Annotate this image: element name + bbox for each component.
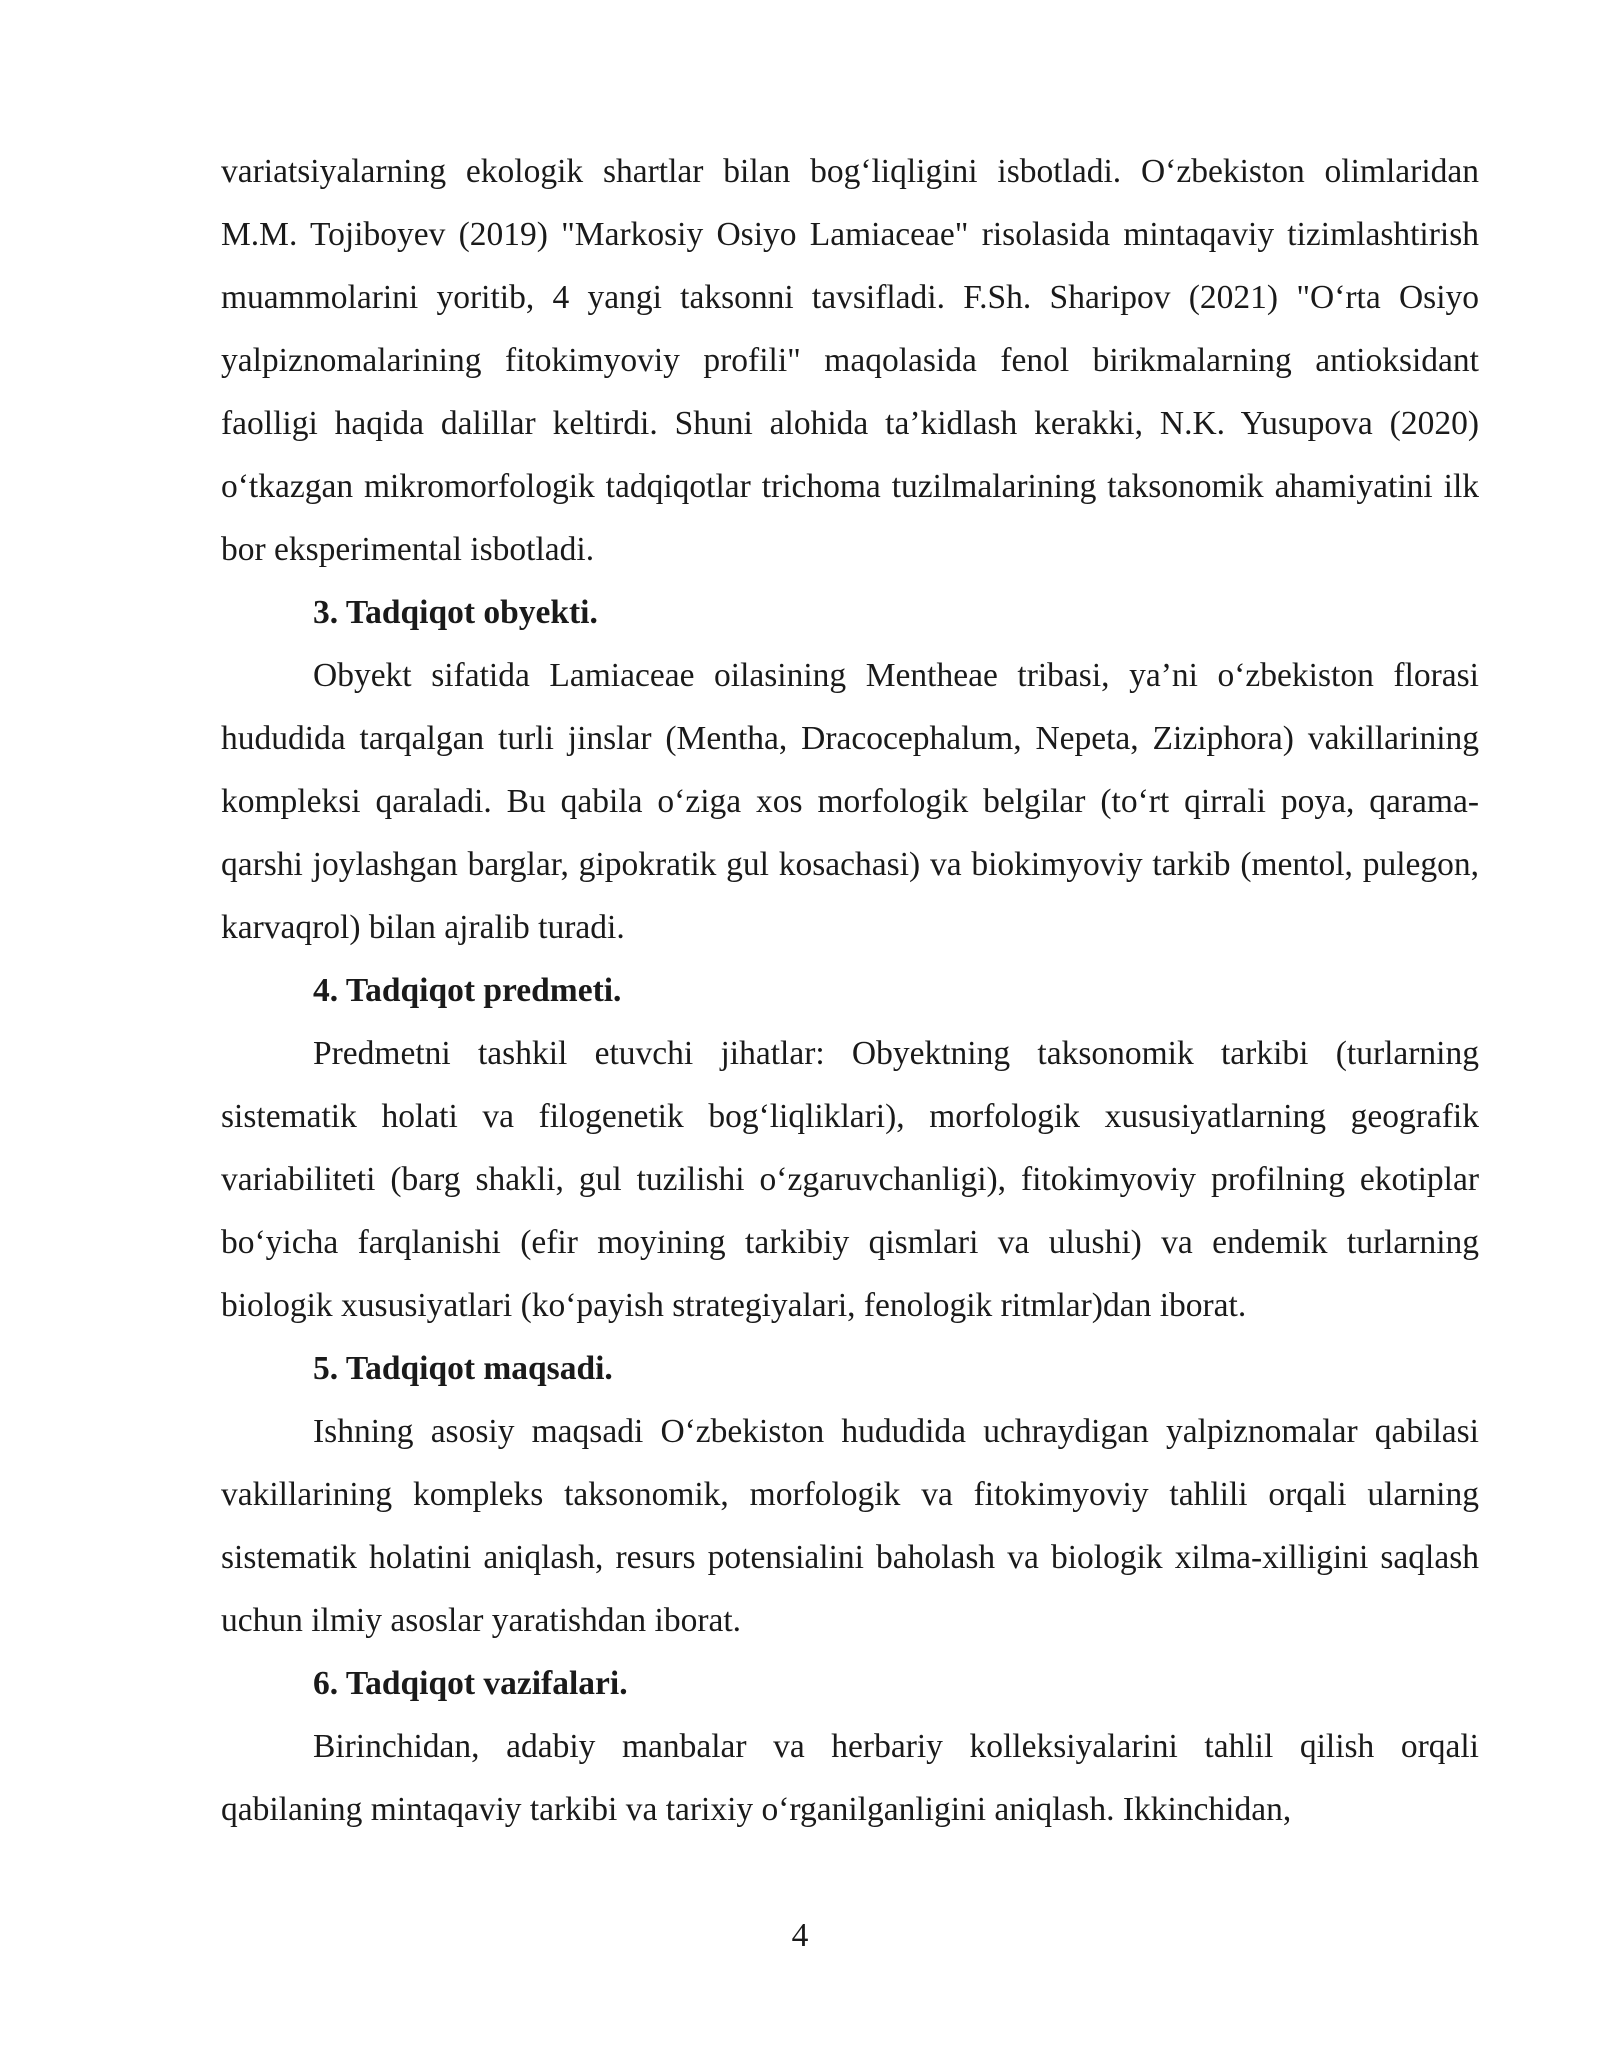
section-paragraph-goal: Ishning asosiy maqsadi O‘zbekiston hududida uchraydigan yalpiznomalar qabilasi vakillarining kompleks taksonomik, morfologik va fitokimyoviy tahlili orqali ularning sistematik holatini aniqlash, resurs potensialini baholash va biologik xilma-xilligini saqlash uchun ilmiy asoslar yaratishdan iborat. [221,1413,1479,1639]
section-heading-object: 3. Tadqiqot obyekti. [313,594,598,631]
section-paragraph-tasks: Birinchidan, adabiy manbalar va herbariy kolleksiyalarini tahlil qilish orqali qabilaning mintaqaviy tarkibi va tarixiy o‘rganilganligini aniqlash. Ikkinchidan, [221,1728,1479,1828]
section-heading-subject: 4. Tadqiqot predmeti. [313,972,622,1009]
section-heading-tasks: 6. Tadqiqot vazifalari. [313,1665,628,1702]
section-paragraph-object: Obyekt sifatida Lamiaceae oilasining Mentheae tribasi, ya’ni o‘zbekiston florasi hududida tarqalgan turli jinslar (Mentha, Dracocephalum, Nepeta, Ziziphora) vakillarining kompleksi qaraladi. Bu qabila o‘ziga xos morfologik belgilar (to‘rt qirrali poya, qarama-qarshi joylashgan barglar, gipokratik gul kosachasi) va biokimyoviy tarkib (mentol, pulegon, karvaqrol) bilan ajralib turadi. [221,657,1479,946]
section-heading-goal: 5. Tadqiqot maqsadi. [313,1350,613,1387]
page-body [221,140,1479,1841]
page-number: 4 [791,1917,809,1954]
section-paragraph-subject: Predmetni tashkil etuvchi jihatlar: Obyektning taksonomik tarkibi (turlarning sistematik holati va filogenetik bog‘liqliklari), morfologik xususiyatlarning geografik variabiliteti (barg shakli, gul tuzilishi o‘zgaruvchanligi), fitokimyoviy profilning ekotiplar bo‘yicha farqlanishi (efir moyining tarkibiy qismlari va ulushi) va endemik turlarning biologik xususiyatlari (ko‘payish strategiyalari, fenologik ritmlar)dan iborat. [221,1035,1479,1324]
continuation-paragraph: variatsiyalarning ekologik shartlar bilan bog‘liqligini isbotladi. O‘zbekiston olimlaridan M.M. Tojiboyev (2019) "Markosiy Osiyo Lamiaceae" risolasida mintaqaviy tizimlashtirish muammolarini yoritib, 4 yangi taksonni tavsifladi. F.Sh. Sharipov (2021) "O‘rta Osiyo yalpiznomalarining fitokimyoviy profili" maqolasida fenol birikmalarning antioksidant faolligi haqida dalillar keltirdi. Shuni alohida ta’kidlash kerakki, N.K. Yusupova (2020) o‘tkazgan mikromorfologik tadqiqotlar trichoma tuzilmalarining taksonomik ahamiyatini ilk bor eksperimental isbotladi. [221,153,1479,568]
